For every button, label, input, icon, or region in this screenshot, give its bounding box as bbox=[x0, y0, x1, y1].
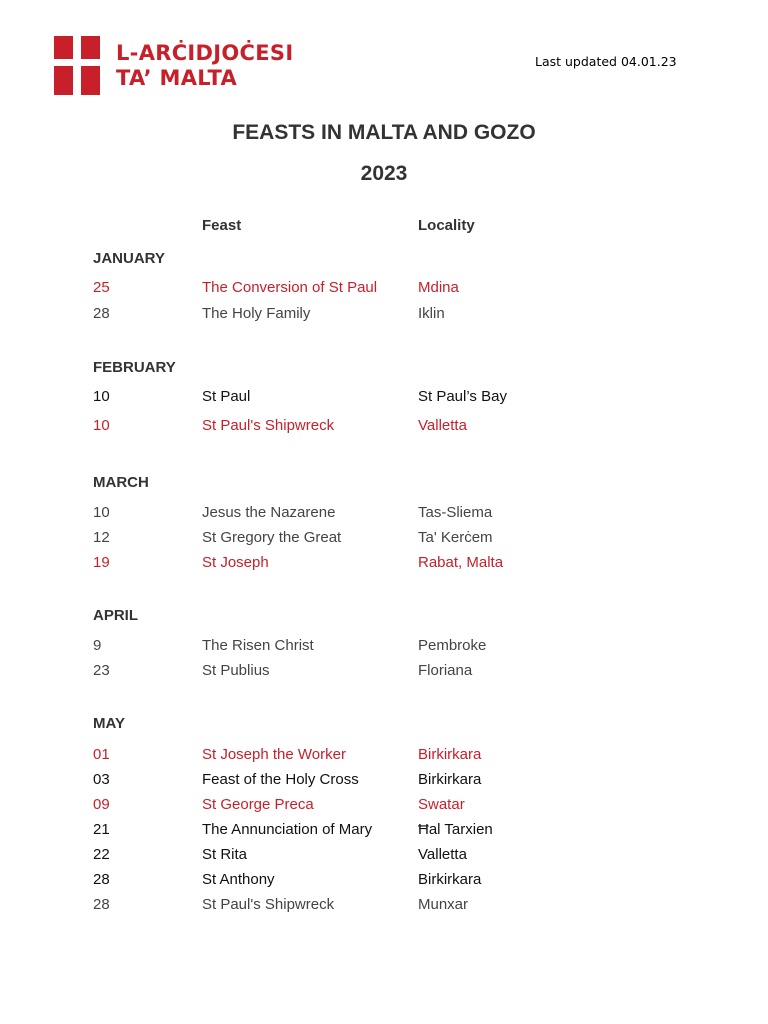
archdiocese-logo bbox=[54, 36, 293, 95]
feast-locality: Mdina bbox=[418, 279, 459, 296]
feast-name: St Rita bbox=[202, 846, 248, 863]
feast-date: 23 bbox=[93, 662, 110, 679]
feast-date: 9 bbox=[93, 637, 102, 654]
feast-date: 09 bbox=[93, 796, 110, 813]
column-header-locality: Locality bbox=[418, 217, 475, 234]
month-heading: FEBRUARY bbox=[93, 359, 176, 376]
feast-locality: St Paul’s Bay bbox=[418, 388, 507, 405]
feast-row bbox=[0, 637, 768, 657]
feast-row bbox=[0, 417, 768, 437]
feast-row bbox=[0, 871, 768, 891]
feast-name: St Joseph the Worker bbox=[202, 746, 346, 763]
feast-locality: Birkirkara bbox=[418, 771, 482, 788]
feast-name: The Risen Christ bbox=[202, 637, 314, 654]
feast-row bbox=[0, 504, 768, 524]
feast-date: 03 bbox=[93, 771, 110, 788]
feast-row bbox=[0, 771, 768, 791]
feast-locality: Rabat, Malta bbox=[418, 554, 504, 571]
feast-date: 22 bbox=[93, 846, 110, 863]
feast-name: The Holy Family bbox=[202, 305, 311, 322]
feast-date: 28 bbox=[93, 896, 110, 913]
logo-text bbox=[116, 41, 293, 91]
feast-row bbox=[0, 662, 768, 682]
feast-name: St Paul's Shipwreck bbox=[202, 896, 335, 913]
feast-row bbox=[0, 746, 768, 766]
feast-locality: Pembroke bbox=[418, 637, 487, 654]
feast-name: St Joseph bbox=[202, 554, 269, 571]
feast-date: 25 bbox=[93, 279, 110, 296]
feast-name: St Paul's Shipwreck bbox=[202, 417, 335, 434]
logo-line-1: L-ARĊIDJOĊESI bbox=[116, 40, 294, 65]
feast-name: St Publius bbox=[202, 662, 270, 679]
feast-locality: Valletta bbox=[418, 846, 467, 863]
feast-date: 10 bbox=[93, 504, 110, 521]
month-heading: APRIL bbox=[93, 607, 138, 624]
page-year: 2023 bbox=[360, 162, 408, 185]
feast-locality: Ħal Tarxien bbox=[418, 821, 493, 838]
feast-row bbox=[0, 305, 768, 325]
feast-locality: Birkirkara bbox=[418, 746, 482, 763]
feast-row bbox=[0, 554, 768, 574]
feast-locality: Birkirkara bbox=[418, 871, 482, 888]
maltese-cross-icon bbox=[54, 36, 100, 95]
feast-date: 10 bbox=[93, 388, 110, 405]
feast-row bbox=[0, 846, 768, 866]
feast-locality: Tas-Sliema bbox=[418, 504, 493, 521]
feast-name: Jesus the Nazarene bbox=[202, 504, 336, 521]
feast-row bbox=[0, 896, 768, 916]
feast-name: The Conversion of St Paul bbox=[202, 279, 378, 296]
feast-locality: Iklin bbox=[418, 305, 445, 322]
feast-date: 12 bbox=[93, 529, 110, 546]
logo-line-2: TA’ MALTA bbox=[116, 65, 238, 90]
page-title: FEASTS IN MALTA AND GOZO bbox=[232, 121, 536, 144]
feast-date: 21 bbox=[93, 821, 110, 838]
feast-date: 01 bbox=[93, 746, 110, 763]
feast-row bbox=[0, 529, 768, 549]
feast-name: Feast of the Holy Cross bbox=[202, 771, 359, 788]
feast-row bbox=[0, 796, 768, 816]
feast-date: 28 bbox=[93, 871, 110, 888]
feast-date: 19 bbox=[93, 554, 110, 571]
feast-name: St Paul bbox=[202, 388, 251, 405]
feast-locality: Munxar bbox=[418, 896, 469, 913]
feast-name: St Anthony bbox=[202, 871, 275, 888]
column-header-feast: Feast bbox=[202, 217, 242, 234]
feast-date: 28 bbox=[93, 305, 110, 322]
last-updated: Last updated 04.01.23 bbox=[535, 54, 677, 69]
feast-locality: Valletta bbox=[418, 417, 467, 434]
feast-locality: Floriana bbox=[418, 662, 473, 679]
feast-name: St George Preca bbox=[202, 796, 314, 813]
month-heading: MAY bbox=[93, 715, 125, 732]
feast-locality: Swatar bbox=[418, 796, 465, 813]
feast-row bbox=[0, 388, 768, 408]
feast-locality: Ta' Kerċem bbox=[418, 529, 493, 546]
feast-name: The Annunciation of Mary bbox=[202, 821, 373, 838]
feast-row bbox=[0, 279, 768, 299]
month-heading: MARCH bbox=[93, 474, 149, 491]
month-heading: JANUARY bbox=[93, 250, 165, 267]
feast-date: 10 bbox=[93, 417, 110, 434]
feast-row bbox=[0, 821, 768, 841]
feast-name: St Gregory the Great bbox=[202, 529, 342, 546]
